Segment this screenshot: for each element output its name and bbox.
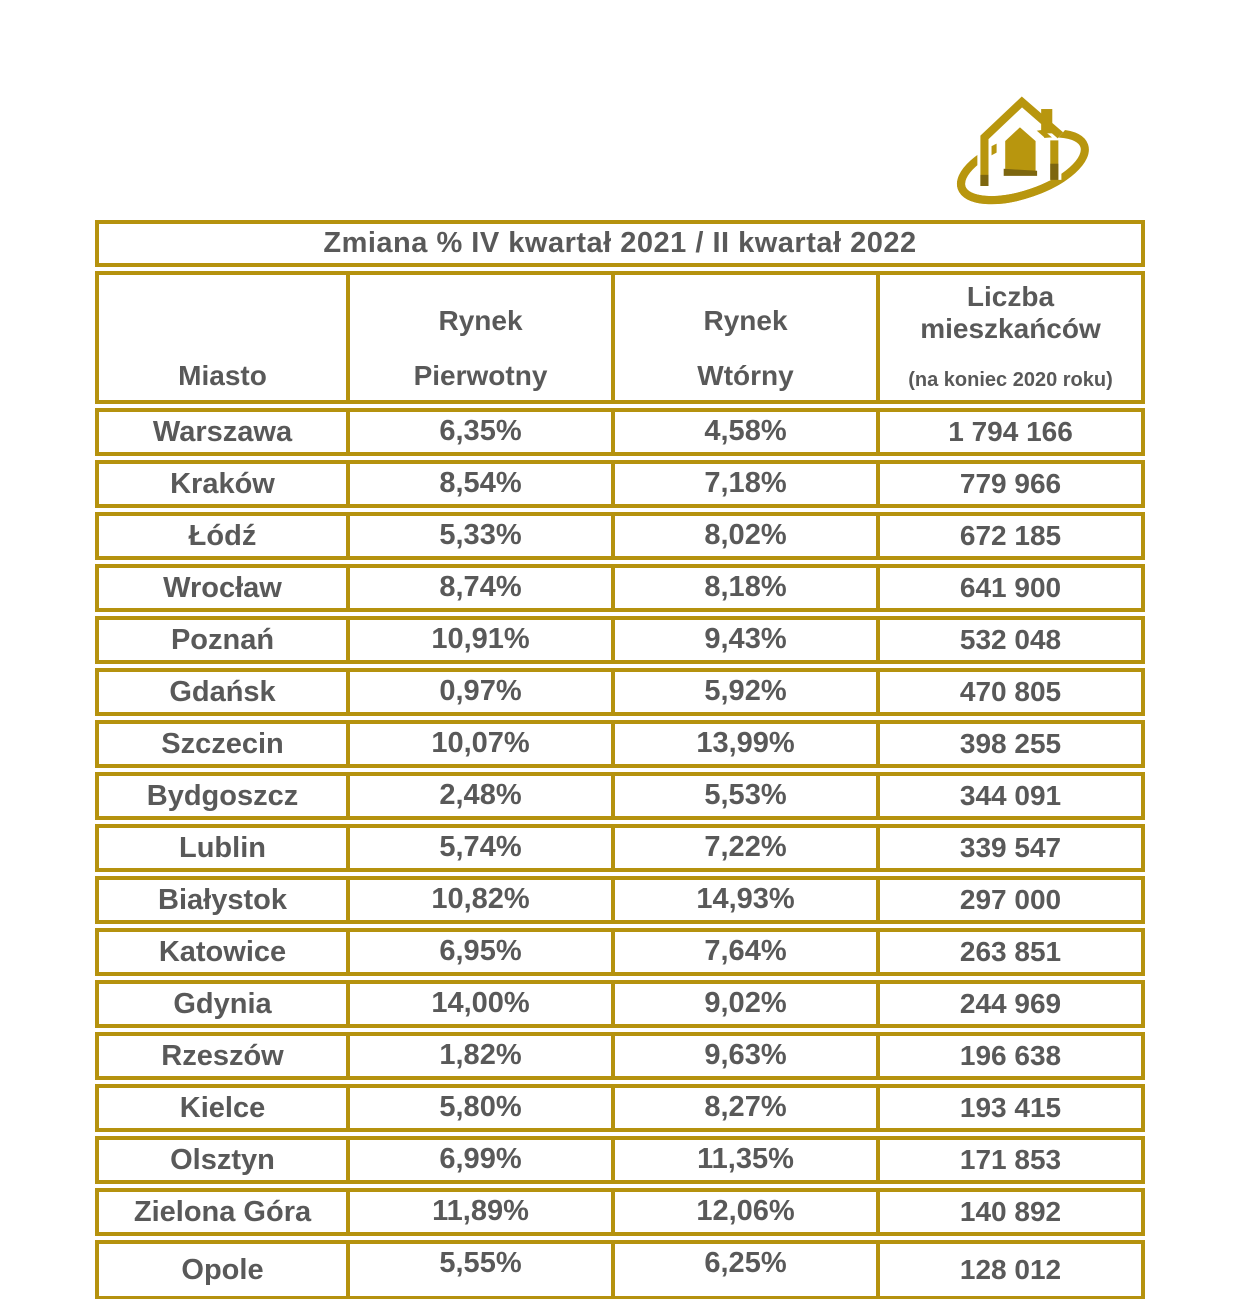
population-value: 398 255 bbox=[880, 720, 1145, 768]
table-row bbox=[95, 668, 1145, 716]
city-name: Katowice bbox=[95, 928, 350, 976]
population-value: 196 638 bbox=[880, 1032, 1145, 1080]
population-value: 532 048 bbox=[880, 616, 1145, 664]
primary-change: 10,07% bbox=[350, 720, 615, 768]
secondary-change: 5,53% bbox=[615, 772, 880, 820]
table-row bbox=[95, 1188, 1145, 1236]
city-name: Wrocław bbox=[95, 564, 350, 612]
table-row bbox=[95, 616, 1145, 664]
secondary-change: 9,63% bbox=[615, 1032, 880, 1080]
secondary-change: 7,18% bbox=[615, 460, 880, 508]
primary-change: 10,91% bbox=[350, 616, 615, 664]
city-name: Warszawa bbox=[95, 408, 350, 456]
title-row bbox=[95, 220, 1145, 267]
secondary-change: 7,22% bbox=[615, 824, 880, 872]
secondary-change: 12,06% bbox=[615, 1188, 880, 1236]
primary-change: 5,74% bbox=[350, 824, 615, 872]
primary-change: 5,55% bbox=[350, 1240, 615, 1299]
price-change-table bbox=[95, 216, 1145, 1299]
header-label-city: Miasto bbox=[178, 360, 267, 391]
primary-change: 6,35% bbox=[350, 408, 615, 456]
city-name: Zielona Góra bbox=[95, 1188, 350, 1236]
population-value: 339 547 bbox=[880, 824, 1145, 872]
table-row bbox=[95, 460, 1145, 508]
table-row bbox=[95, 720, 1145, 768]
secondary-change: 9,43% bbox=[615, 616, 880, 664]
population-value: 171 853 bbox=[880, 1136, 1145, 1184]
city-name: Opole bbox=[95, 1240, 350, 1299]
table-row bbox=[95, 408, 1145, 456]
population-value: 263 851 bbox=[880, 928, 1145, 976]
population-value: 344 091 bbox=[880, 772, 1145, 820]
population-value: 641 900 bbox=[880, 564, 1145, 612]
header-label-primary-line2: Pierwotny bbox=[413, 360, 548, 391]
table-container bbox=[95, 216, 1145, 1299]
table-row bbox=[95, 1032, 1145, 1080]
city-name: Bydgoszcz bbox=[95, 772, 350, 820]
city-name: Olsztyn bbox=[95, 1136, 350, 1184]
population-value: 779 966 bbox=[880, 460, 1145, 508]
primary-change: 2,48% bbox=[350, 772, 615, 820]
population-value: 128 012 bbox=[880, 1240, 1145, 1299]
secondary-change: 13,99% bbox=[615, 720, 880, 768]
header-label-secondary-line1: Rynek bbox=[703, 305, 788, 336]
primary-change: 0,97% bbox=[350, 668, 615, 716]
table-row bbox=[95, 928, 1145, 976]
table-row bbox=[95, 1084, 1145, 1132]
primary-change: 6,99% bbox=[350, 1136, 615, 1184]
population-value: 140 892 bbox=[880, 1188, 1145, 1236]
primary-change: 10,82% bbox=[350, 876, 615, 924]
column-header-secondary-market bbox=[615, 271, 880, 404]
table-row bbox=[95, 980, 1145, 1028]
company-logo bbox=[948, 83, 1110, 211]
primary-change: 14,00% bbox=[350, 980, 615, 1028]
city-name: Gdynia bbox=[95, 980, 350, 1028]
table-row bbox=[95, 824, 1145, 872]
city-name: Szczecin bbox=[95, 720, 350, 768]
header-label-population: Liczba mieszkańców bbox=[920, 281, 1101, 345]
table-row bbox=[95, 512, 1145, 560]
column-header-city bbox=[95, 271, 350, 404]
table-row bbox=[95, 772, 1145, 820]
primary-change: 1,82% bbox=[350, 1032, 615, 1080]
secondary-change: 8,02% bbox=[615, 512, 880, 560]
secondary-change: 4,58% bbox=[615, 408, 880, 456]
secondary-change: 14,93% bbox=[615, 876, 880, 924]
column-header-population bbox=[880, 271, 1145, 404]
population-value: 244 969 bbox=[880, 980, 1145, 1028]
city-name: Białystok bbox=[95, 876, 350, 924]
population-value: 672 185 bbox=[880, 512, 1145, 560]
population-value: 470 805 bbox=[880, 668, 1145, 716]
table-row bbox=[95, 564, 1145, 612]
city-name: Kielce bbox=[95, 1084, 350, 1132]
primary-change: 5,33% bbox=[350, 512, 615, 560]
secondary-change: 11,35% bbox=[615, 1136, 880, 1184]
secondary-change: 8,27% bbox=[615, 1084, 880, 1132]
city-name: Łódź bbox=[95, 512, 350, 560]
city-name: Gdańsk bbox=[95, 668, 350, 716]
header-label-population-note: (na koniec 2020 roku) bbox=[908, 369, 1113, 391]
population-value: 193 415 bbox=[880, 1084, 1145, 1132]
table-row bbox=[95, 1240, 1145, 1299]
header-label-primary-line1: Rynek bbox=[438, 305, 523, 336]
city-name: Lublin bbox=[95, 824, 350, 872]
secondary-change: 5,92% bbox=[615, 668, 880, 716]
primary-change: 8,54% bbox=[350, 460, 615, 508]
header-row bbox=[95, 271, 1145, 404]
primary-change: 11,89% bbox=[350, 1188, 615, 1236]
primary-change: 5,80% bbox=[350, 1084, 615, 1132]
population-value: 1 794 166 bbox=[880, 408, 1145, 456]
house-swoosh-logo-icon bbox=[948, 83, 1110, 211]
population-value: 297 000 bbox=[880, 876, 1145, 924]
secondary-change: 9,02% bbox=[615, 980, 880, 1028]
secondary-change: 8,18% bbox=[615, 564, 880, 612]
primary-change: 6,95% bbox=[350, 928, 615, 976]
primary-change: 8,74% bbox=[350, 564, 615, 612]
table-title: Zmiana % IV kwartał 2021 / II kwartał 2022 bbox=[95, 220, 1145, 267]
city-name: Rzeszów bbox=[95, 1032, 350, 1080]
city-name: Kraków bbox=[95, 460, 350, 508]
city-name: Poznań bbox=[95, 616, 350, 664]
column-header-primary-market bbox=[350, 271, 615, 404]
secondary-change: 7,64% bbox=[615, 928, 880, 976]
table-row bbox=[95, 876, 1145, 924]
secondary-change: 6,25% bbox=[615, 1240, 880, 1299]
table-row bbox=[95, 1136, 1145, 1184]
header-label-secondary-line2: Wtórny bbox=[697, 360, 794, 391]
